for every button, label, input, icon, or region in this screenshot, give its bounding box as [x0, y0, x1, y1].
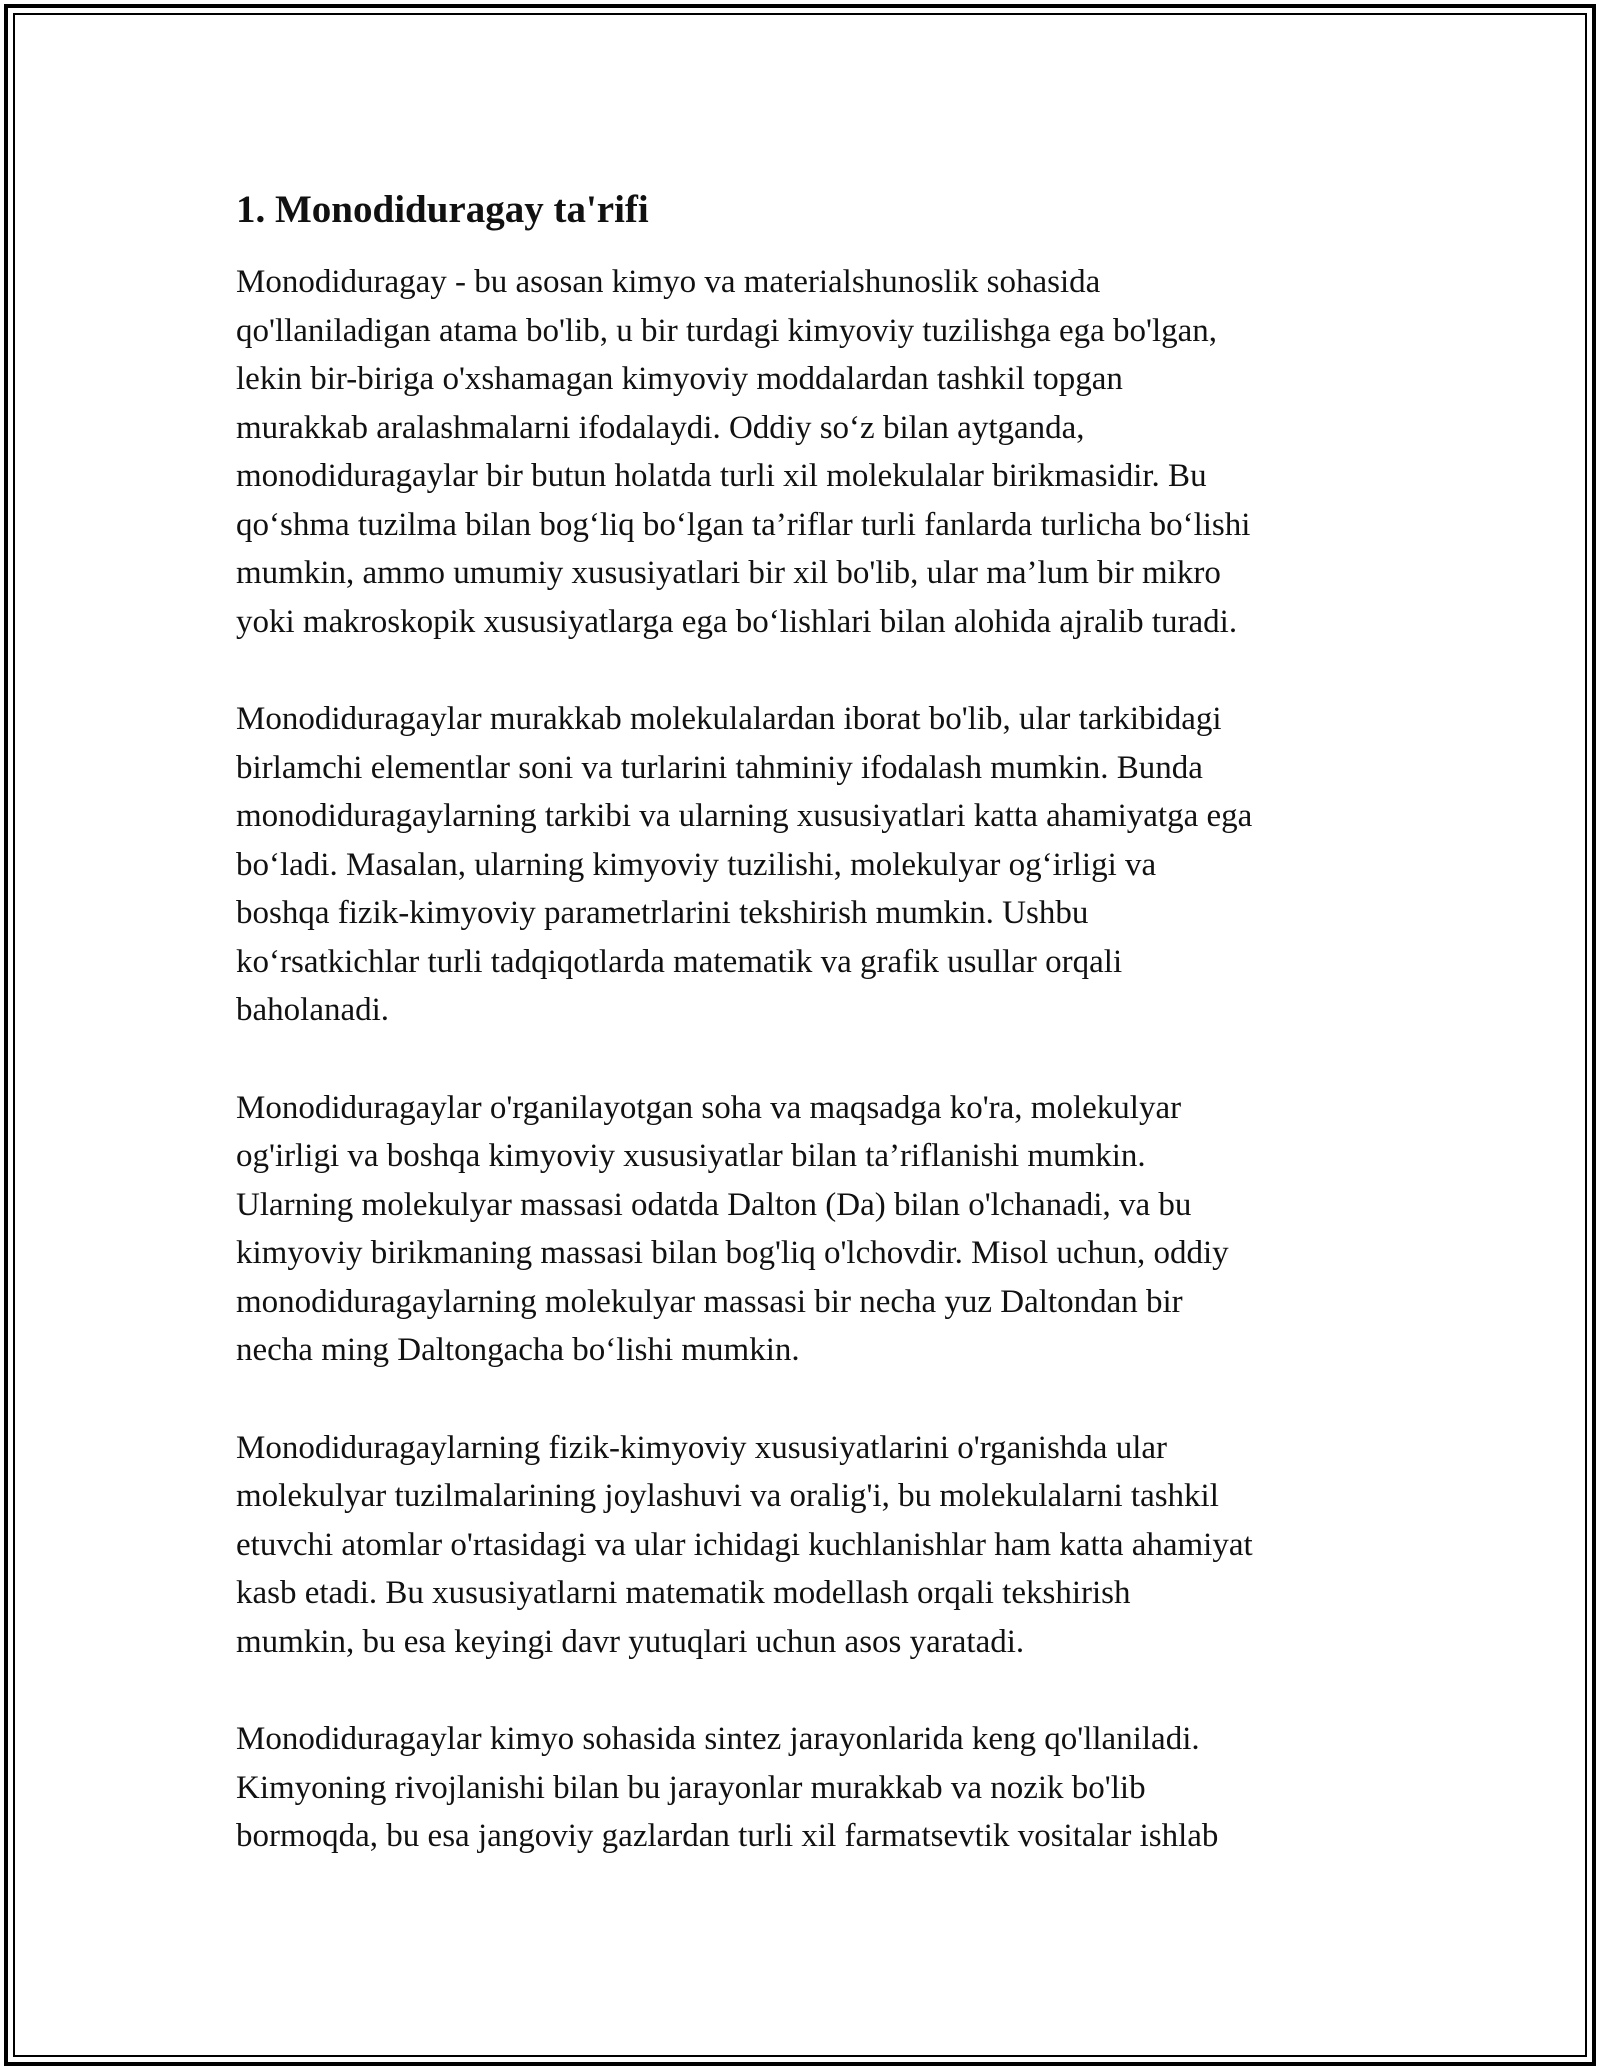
section-heading: 1. Monodiduragay ta'rifi — [236, 188, 649, 231]
document-body — [236, 184, 1386, 1910]
paragraph-4: Monodiduragaylarning fizik-kimyoviy xususiyatlarini o'rganishda ular molekulyar tuzilmalarining joylashuvi va oralig'i, bu molekulalarni tashkil etuvchi atomlar o'rtasidagi va ular ichidagi kuchlanishlar ham katta ahamiyat kasb etadi. Bu xususiyatlarni matematik modellash orqali tekshirish mumkin, bu esa keyingi davr yutuqlari uchun asos yaratadi. — [236, 1429, 1253, 1660]
paragraph-1: Monodiduragay - bu asosan kimyo va materialshunoslik sohasida qo'llaniladigan atama bo'lib, u bir turdagi kimyoviy tuzilishga ega bo'lgan, lekin bir-biriga o'xshamagan kimyoviy moddalardan tashkil topgan murakkab aralashmalarni ifodalaydi. Oddiy so‘z bilan aytganda, monodiduragaylar bir butun holatda turli xil molekulalar birikmasidir. Bu qo‘shma tuzilma bilan bog‘liq bo‘lgan ta’riflar turli fanlarda turlicha bo‘lishi mumkin, ammo umumiy xususiyatlari bir xil bo'lib, ular ma’lum bir mikro yoki makroskopik xususiyatlarga ega bo‘lishlari bilan alohida ajralib turadi. — [236, 264, 1251, 640]
paragraph-5: Monodiduragaylar kimyo sohasida sintez jarayonlarida keng qo'llaniladi. Kimyoning rivojlanishi bilan bu jarayonlar murakkab va nozik bo'lib bormoqda, bu esa jangoviy gazlardan turli xil farmatsevtik vositalar ishlab — [236, 1721, 1219, 1854]
paragraph-2: Monodiduragaylar murakkab molekulalardan iborat bo'lib, ular tarkibidagi birlamchi elementlar soni va turlarini tahminiy ifodalash mumkin. Bunda monodiduragaylarning tarkibi va ularning xususiyatlari katta ahamiyatga ega bo‘ladi. Masalan, ularning kimyoviy tuzilishi, molekulyar og‘irligi va boshqa fizik-kimyoviy parametrlarini tekshirish mumkin. Ushbu ko‘rsatkichlar turli tadqiqotlarda matematik va grafik usullar orqali baholanadi. — [236, 701, 1253, 1028]
paragraph-3: Monodiduragaylar o'rganilayotgan soha va maqsadga ko'ra, molekulyar og'irligi va boshqa kimyoviy xususiyatlar bilan ta’riflanishi mumkin. Ularning molekulyar massasi odatda Dalton (Da) bilan o'lchanadi, va bu kimyoviy birikmaning massasi bilan bog'liq o'lchovdir. Misol uchun, oddiy monodiduragaylarning molekulyar massasi bir necha yuz Daltondan bir necha ming Daltongacha bo‘lishi mumkin. — [236, 1089, 1229, 1368]
